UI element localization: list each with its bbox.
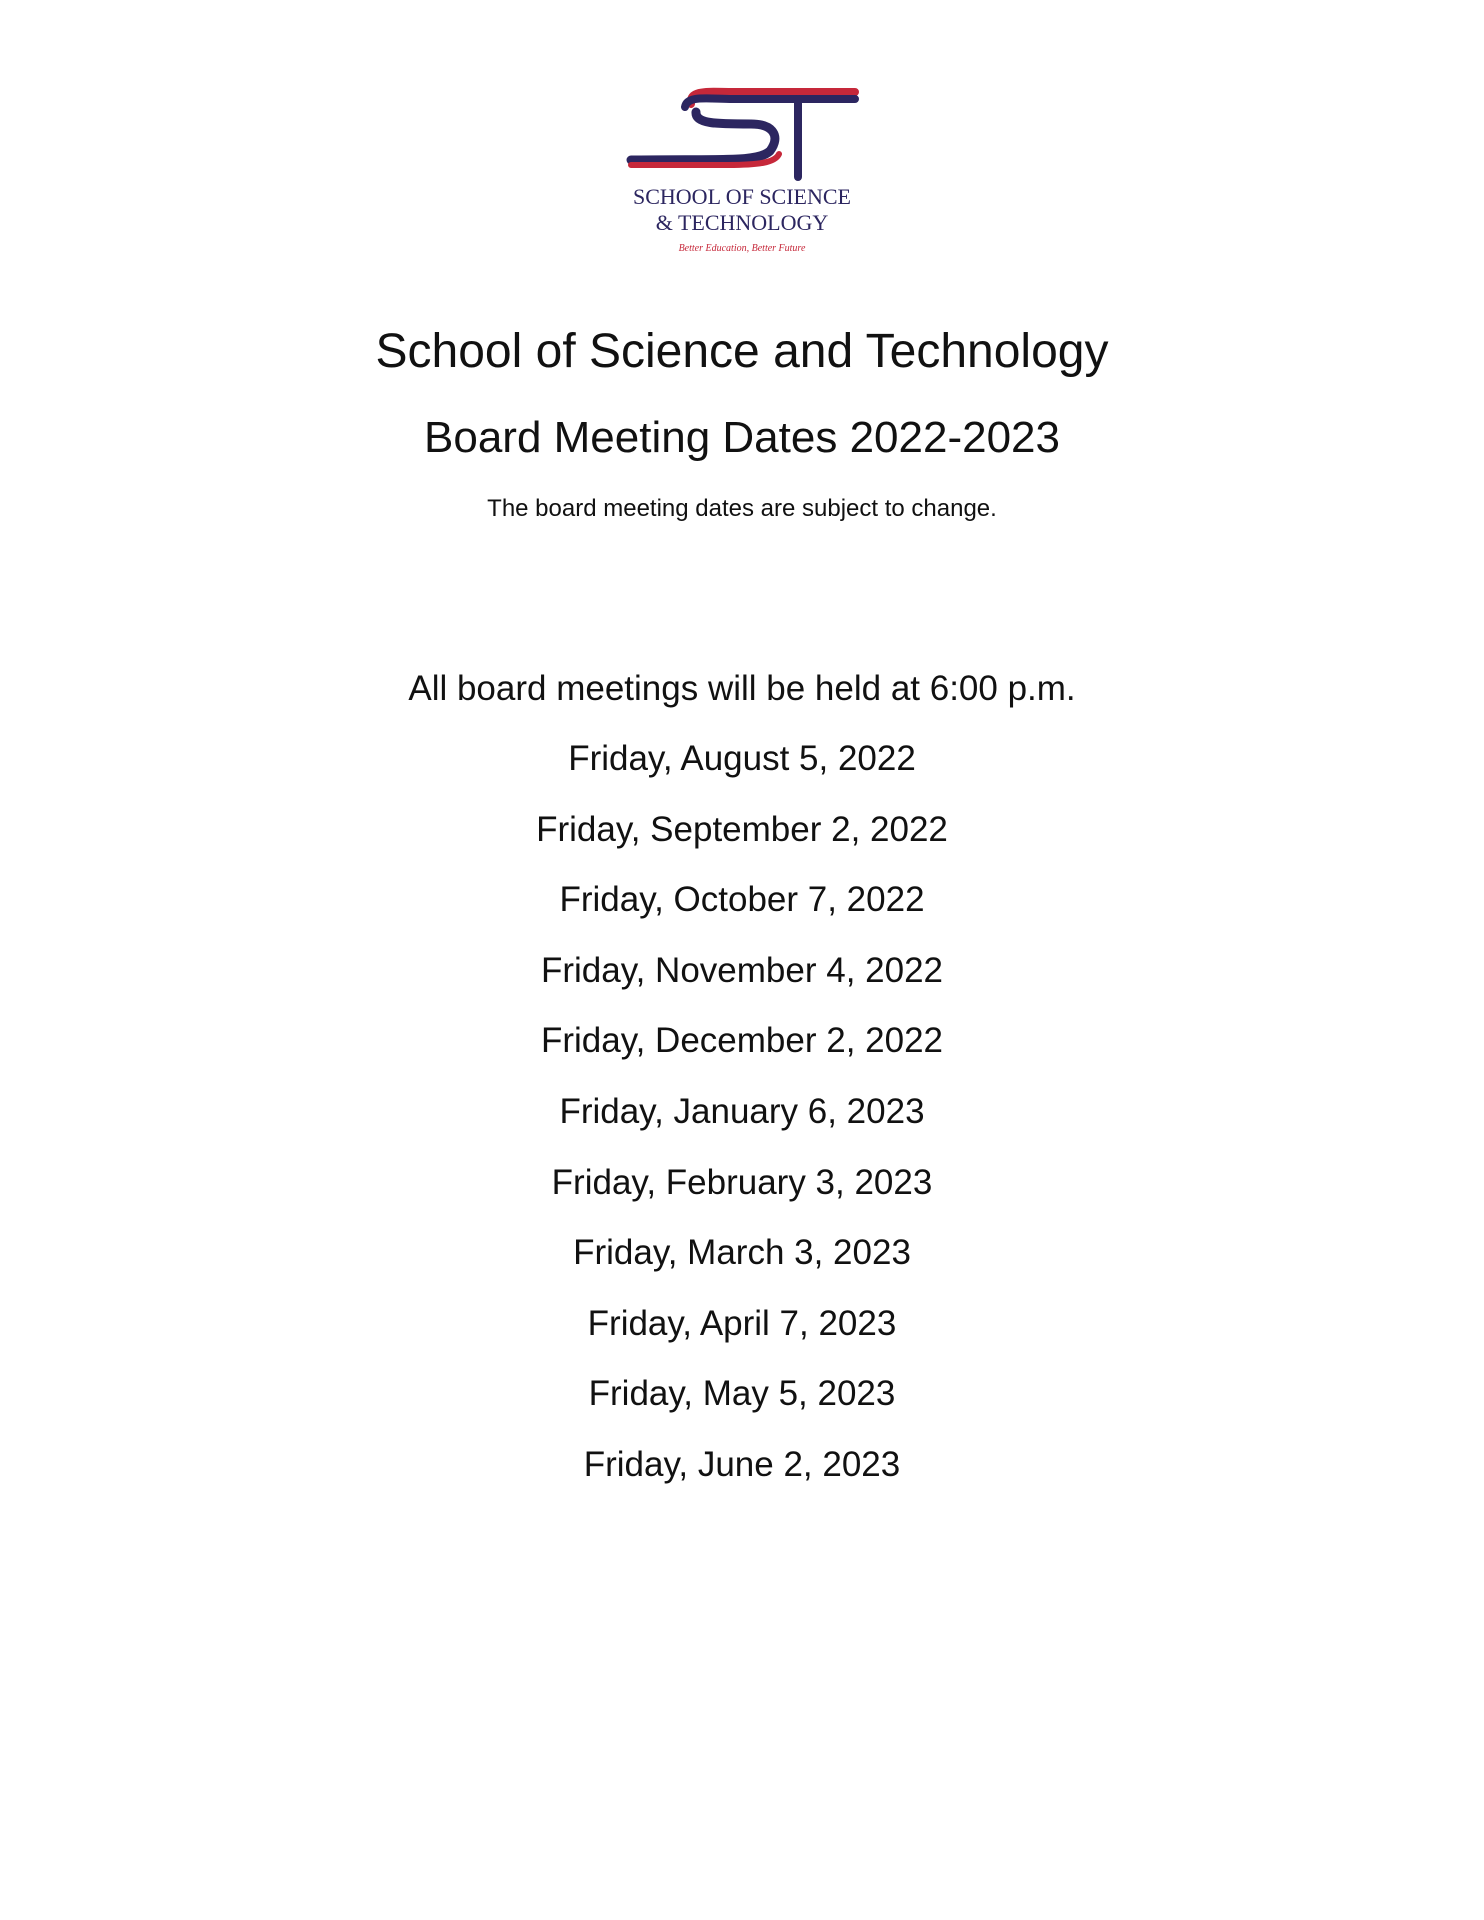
logo-tagline: Better Education, Better Future — [678, 243, 806, 254]
meeting-date: Friday, September 2, 2022 — [536, 809, 948, 849]
meeting-date: Friday, December 2, 2022 — [540, 1021, 944, 1061]
schedule-change-note: The board meeting dates are subject to change. — [487, 495, 997, 522]
meeting-date-list — [0, 736, 1484, 1513]
meeting-date: Friday, March 3, 2023 — [573, 1233, 911, 1273]
logo-name-line-1: SCHOOL OF SCIENCE — [633, 184, 851, 209]
meeting-date: Friday, August 5, 2022 — [568, 739, 916, 778]
meeting-date: Friday, October 7, 2022 — [559, 880, 925, 920]
school-logo — [607, 87, 877, 267]
meeting-date: Friday, June 2, 2023 — [583, 1444, 901, 1484]
board-meeting-dates-heading: Board Meeting Dates 2022-2023 — [424, 413, 1060, 462]
meeting-date: Friday, May 5, 2023 — [588, 1374, 896, 1414]
logo-s-curve — [631, 112, 775, 160]
logo-name-line-2: & TECHNOLOGY — [655, 210, 829, 235]
logo-navy-top-stroke — [685, 98, 855, 107]
meeting-date: Friday, January 6, 2023 — [559, 1091, 925, 1131]
meeting-date: Friday, April 7, 2023 — [587, 1303, 897, 1343]
meeting-date: Friday, November 4, 2022 — [540, 950, 944, 990]
meeting-date: Friday, February 3, 2023 — [551, 1162, 933, 1202]
document-title: School of Science and Technology — [375, 325, 1109, 378]
meeting-time-note: All board meetings will be held at 6:00 p.m. — [408, 669, 1076, 708]
